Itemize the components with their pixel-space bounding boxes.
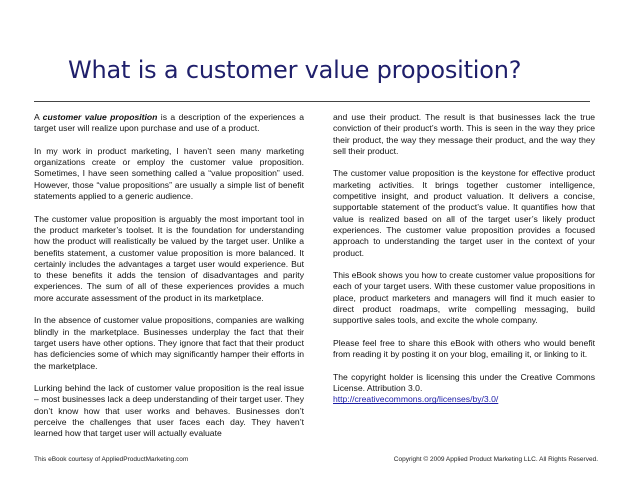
paragraph-experience: In my work in product marketing, I haven’t seen many marketing organizations create or employ the customer value proposition. Sometimes, I have seen something called a “value proposition” used. However, those “value propositions” are usually a simple list of benefit statements applied to a generic audience. [34,145,304,202]
paragraph-importance: The customer value proposition is arguably the most important tool in the product marketer’s toolset. It is the foundation for understanding how the product will realistically be valued by the target user. Unlike a benefits statement, a customer value proposition is more balanced. It certainly includes the advantages a target user would experience. But to these benefits it adds the tension of disadvantages and parity experiences. The sum of all of these experiences provides a much more accurate assessment of the product in its marketplace. [34,213,304,303]
paragraph-lurking: Lurking behind the lack of customer value proposition is the real issue – most businesses lack a deep understanding of their target user. They don’t know how that user works and behaves. Businesses don’t perceive the challenges that user faces each day. They haven’t learned how that target user will actually evaluate [34,383,304,439]
paragraph-absence: In the absence of customer value propositions, companies are walking blindly in the marketplace. Businesses underplay the fact that their target users have other options. They ignore that fact that their product has deficiencies some of which may significantly hamper their efforts in the marketplace. [34,315,304,371]
license-text: The copyright holder is licensing this under the Creative Commons License. Attribution 3.0. [333,371,595,394]
left-column [34,112,304,451]
paragraph-conviction: and use their product. The result is that businesses lack the true conviction of their product’s worth. This is seen in the way they price their product, the way they message their product, and the way they sell their product. [333,112,595,156]
paragraph-license [333,372,595,406]
defined-term: customer value proposition [42,112,158,122]
paragraph-definition [34,112,304,135]
paragraph-rest: is a description of the experiences a target user will realize upon purchase and use of a product. [34,112,304,134]
title-divider [34,101,590,102]
paragraph-keystone: The customer value proposition is the keystone for effective product marketing activities. It brings together customer intelligence, competitive insight, and product valuation. It delivers a concise, supportable statement of the product’s value. It quantifies how that value is realized based on all of the target user’s likely product experiences. The customer value proposition provides a focused approach to understanding the target user in the context of your product. [333,168,595,258]
paragraph-ebook: This eBook shows you how to create customer value propositions for each of your target users. With these customer value propositions in place, product marketers and managers will find it much easier to direct product roadmaps, write compelling messaging, build supportive sales tools, and excite the whole company. [333,270,595,326]
right-column [333,112,595,417]
paragraph-share: Please feel free to share this eBook with others who would benefit from reading it by posting it on your blog, emailing it, or linking to it. [333,337,595,360]
footer-copyright: Copyright © 2009 Applied Product Marketing LLC. All Rights Reserved. [393,456,598,463]
paragraph-lead: A [34,112,43,122]
license-link[interactable]: http://creativecommons.org/licenses/by/3.0/ [333,394,499,405]
page-title: What is a customer value proposition? [68,56,522,84]
footer-courtesy: This eBook courtesy of AppliedProductMarketing.com [34,456,189,463]
